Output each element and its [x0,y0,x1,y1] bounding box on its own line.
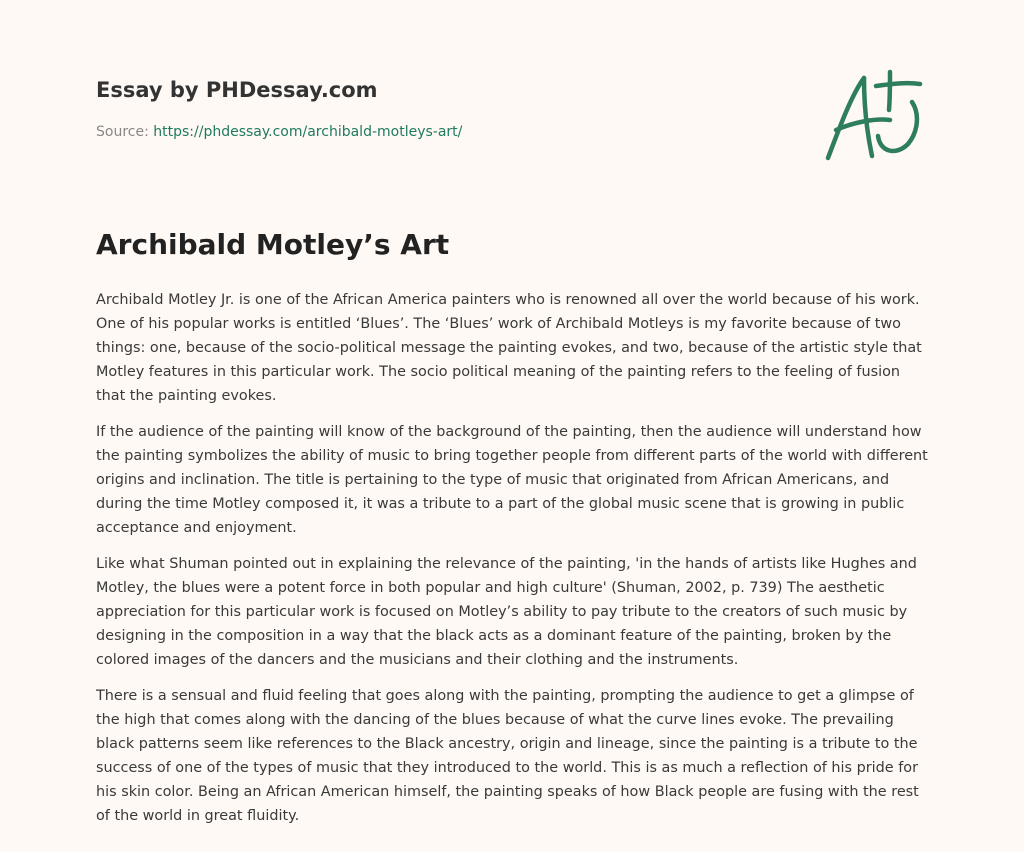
article-title: Archibald Motley’s Art [96,228,450,261]
page-header [96,76,696,142]
article-paragraph: If the audience of the painting will know of the background of the painting, then the audience will understand how the painting symbolizes the ability of music to bring together people from different parts of the world with different origins and inclination. The title is pertaining to the type of music that originated from African Americans, and during the time Motley composed it, it was a tribute to a part of the global music scene that is growing in public acceptance and enjoyment. [96,424,928,536]
site-brand: Essay by PHDessay.com [96,78,378,102]
article [96,226,930,840]
article-paragraph: Like what Shuman pointed out in explaining the relevance of the painting, 'in the hands of artists like Hughes and Motley, the blues were a potent force in both popular and high culture' (Shuman, 2002, p. 739) The aesthetic appreciation for this particular work is focused on Motley’s ability to pay tribute to the creators of such music by designing in the composition in a way that the black acts as a dominant feature of the painting, broken by the colored images of the dancers and the musicians and their clothing and the instruments. [96,556,917,668]
article-paragraph: There is a sensual and fluid feeling that goes along with the painting, prompting the audience to get a glimpse of the high that comes along with the dancing of the blues because of what the curve lines evoke. The prevailing black patterns seem like references to the Black ancestry, origin and lineage, since the painting is a tribute to the success of one of the types of music that they introduced to the world. This is as much a reflection of his pride for his skin color. Being an African American himself, the painting speaks of how Black people are fusing with the rest of the world in great fluidity. [96,688,919,824]
a-plus-logo-icon [818,64,930,168]
source-link[interactable]: https://phdessay.com/archibald-motleys-art/ [153,124,463,140]
source-line [96,122,696,142]
source-label: Source: [96,124,149,140]
article-paragraph: Archibald Motley Jr. is one of the African America painters who is renowned all over the world because of his work. One of his popular works is entitled ‘Blues’. The ‘Blues’ work of Archibald Motleys is my favorite because of two things: one, because of the socio-political message the painting evokes, and two, because of the artistic style that Motley features in this particular work. The socio political meaning of the painting refers to the feeling of fusion that the painting evokes. [96,292,922,404]
